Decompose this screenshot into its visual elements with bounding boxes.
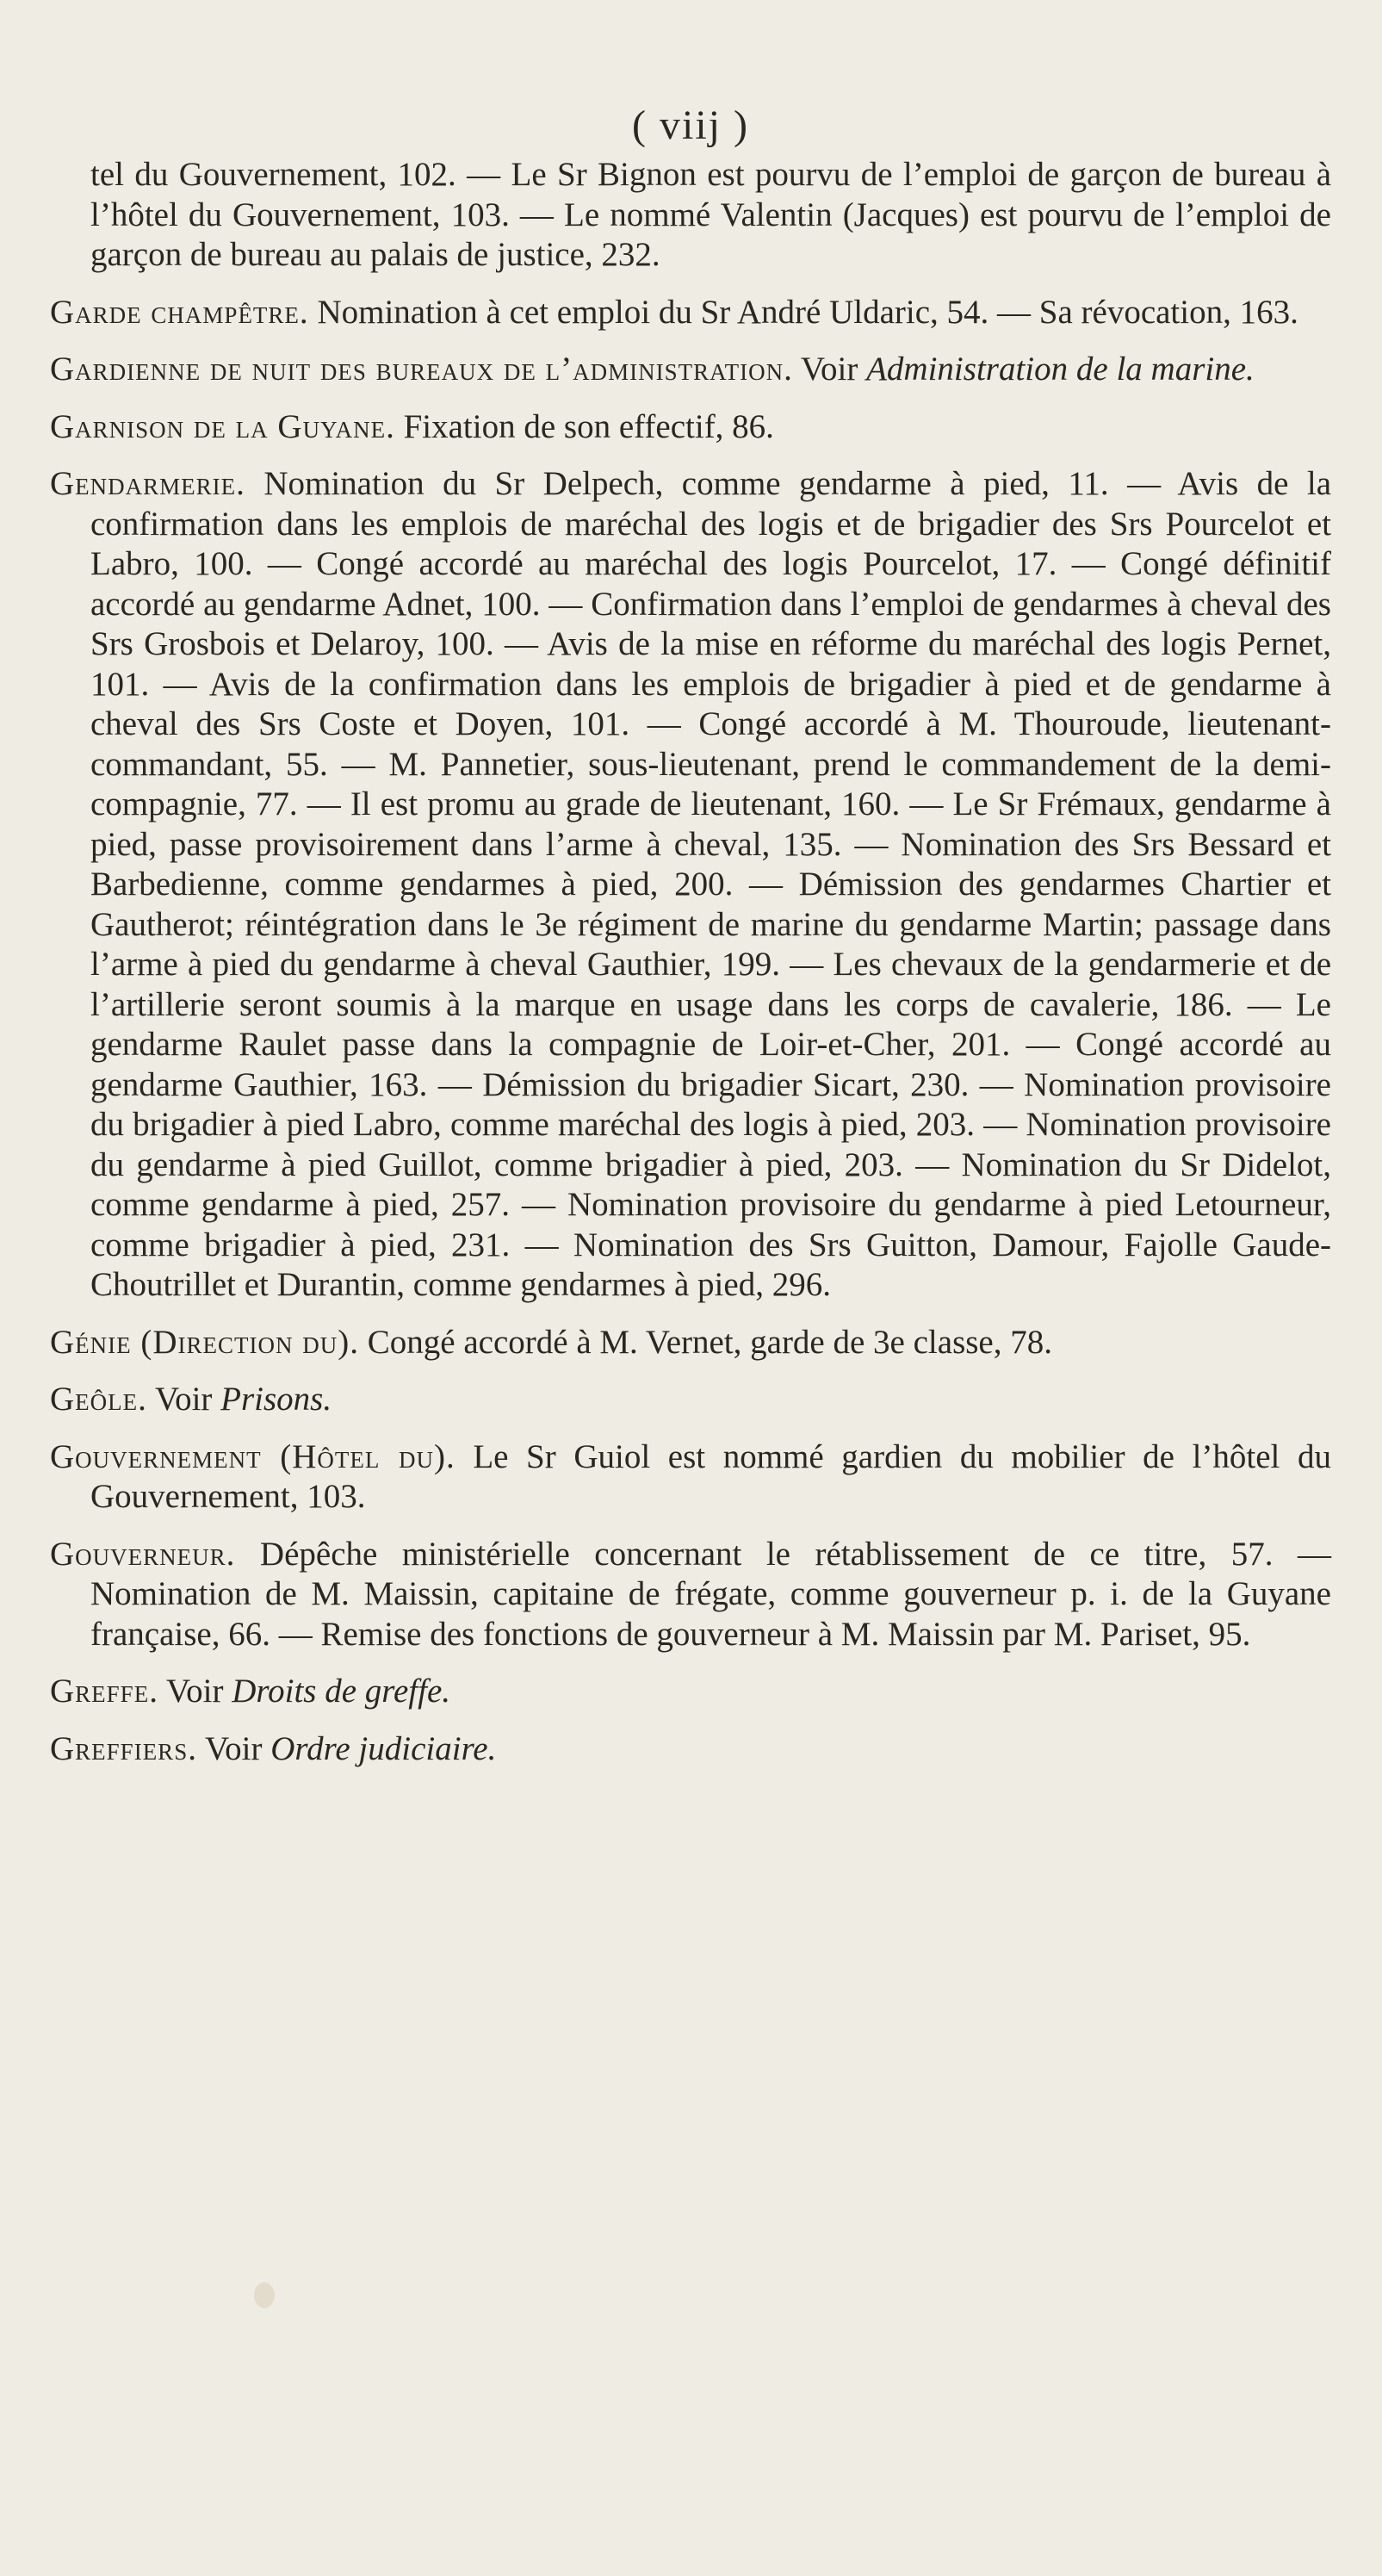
index-entry-greffe xyxy=(50,1672,1331,1712)
entry-text: Voir xyxy=(158,1673,232,1710)
index-entry-garnison xyxy=(50,407,1331,448)
entry-text: Voir xyxy=(792,351,867,388)
index-entry-garde-champetre xyxy=(50,293,1331,333)
entry-text: Voir xyxy=(196,1729,271,1767)
entry-text: Le Sr Guiol est nommé gardien du mobilier de l’hôtel du Gouvernement, 103. xyxy=(90,1437,1331,1515)
entry-cross-reference: Ordre judiciaire. xyxy=(270,1729,497,1767)
entry-text: Nomination à cet emploi du Sr André Uldaric, 54. — Sa révocation, 163. xyxy=(308,293,1298,331)
entry-heading: Gouverneur. xyxy=(50,1535,236,1573)
entry-heading: Gendarmerie. xyxy=(50,465,245,502)
entry-heading: Génie (Direction du). xyxy=(50,1323,360,1361)
paper-stain xyxy=(254,2282,275,2308)
entry-heading: Greffe. xyxy=(50,1673,158,1710)
entry-cross-reference: Administration de la marine. xyxy=(866,351,1255,388)
entry-text: Voir xyxy=(146,1381,221,1418)
entry-heading: Gardienne de nuit des bureaux de l’administration. xyxy=(50,351,793,388)
entry-text: tel du Gouvernement, 102. — Le Sr Bignon est pourvu de l’emploi de garçon de bureau à l’hôtel du Gouvernement, 103. — Le nommé Valentin (Jacques) est pourvu de l’emploi de garçon de bureau au palais de justice, 232. xyxy=(90,156,1331,273)
index-entry-geole xyxy=(50,1380,1331,1420)
entry-heading: Garnison de la Guyane. xyxy=(50,407,395,445)
page-body xyxy=(50,102,1331,2565)
entry-text: Fixation de son effectif, 86. xyxy=(394,407,774,445)
entry-cross-reference: Prisons. xyxy=(220,1381,332,1418)
index-entry-continuation xyxy=(50,155,1331,276)
entry-heading: Geôle. xyxy=(50,1381,147,1418)
index-entry-gardienne-de-nuit xyxy=(50,350,1331,390)
entry-text: Nomination du Sr Delpech, comme gendarme à pied, 11. — Avis de la confirmation dans les emplois de maréchal des logis et de brigadier des Srs Pourcelot et Labro, 100. — Congé accordé au maréchal des logis Pourcelot, 17. — Congé définitif accordé au gendarme Adnet, 100. — Confirmation dans l’emploi de gendarmes à cheval des Srs Grosbois et Delaroy, 100. — Avis de la mise en réforme du maréchal des logis Pernet, 101. — Avis de la confirmation dans les emplois de brigadier à pied et de gendarme à cheval des Srs Coste et Doyen, 101. — Congé accordé à M. Thouroude, lieutenant-commandant, 55. — M. Pannetier, sous-lieutenant, prend le commandement de la demi-compagnie, 77. — Il est promu au grade de lieutenant, 160. — Le Sr Frémaux, gendarme à pied, passe provisoirement dans l’arme à cheval, 135. — Nomination des Srs Bessard et Barbedienne, comme gendarmes à pied, 200. — Démission des gendarmes Chartier et Gautherot; réintégration dans le 3e régiment de marine du gendarme Martin; passage dans l’arme à pied du gendarme à cheval Gauthier, 199. — Les chevaux de la gendarmerie et de l’artillerie seront soumis à la marque en usage dans les corps de cavalerie, 186. — Le gendarme Raulet passe dans la compagnie de Loir-et-Cher, 201. — Congé accordé au gendarme Gauthier, 163. — Démission du brigadier Sicart, 230. — Nomination provisoire du brigadier à pied Labro, comme maréchal des logis à pied, 203. — Nomination provisoire du gendarme à pied Guillot, comme brigadier à pied, 203. — Nomination du Sr Didelot, comme gendarme à pied, 257. — Nomination provisoire du gendarme à pied Letourneur, comme brigadier à pied, 231. — Nomination des Srs Guitton, Damour, Fajolle Gaude-Choutrillet et Durantin, comme gendarmes à pied, 296. xyxy=(90,465,1331,1303)
entry-heading: Garde champêtre. xyxy=(50,293,309,331)
index-entry-genie xyxy=(50,1323,1331,1363)
index-entry-gouvernement xyxy=(50,1437,1331,1518)
entry-heading: Greffiers. xyxy=(50,1729,197,1767)
index-entry-greffiers xyxy=(50,1729,1331,1770)
entry-heading: Gouvernement (Hôtel du). xyxy=(50,1437,456,1475)
entry-text: Congé accordé à M. Vernet, garde de 3e classe, 78. xyxy=(359,1323,1052,1361)
entry-cross-reference: Droits de greffe. xyxy=(232,1673,451,1710)
page-number: ( viij ) xyxy=(632,102,749,148)
entry-text: Dépêche ministérielle concernant le rétablissement de ce titre, 57. — Nomination de M. Maissin, capitaine de frégate, comme gouverneur p. i. de la Guyane française, 66. — Remise des fonctions de gouverneur à M. Maissin par M. Pariset, 95. xyxy=(90,1535,1331,1653)
index-entry-gouverneur xyxy=(50,1535,1331,1655)
index-entry-gendarmerie xyxy=(50,464,1331,1306)
index-entries xyxy=(50,155,1331,1786)
